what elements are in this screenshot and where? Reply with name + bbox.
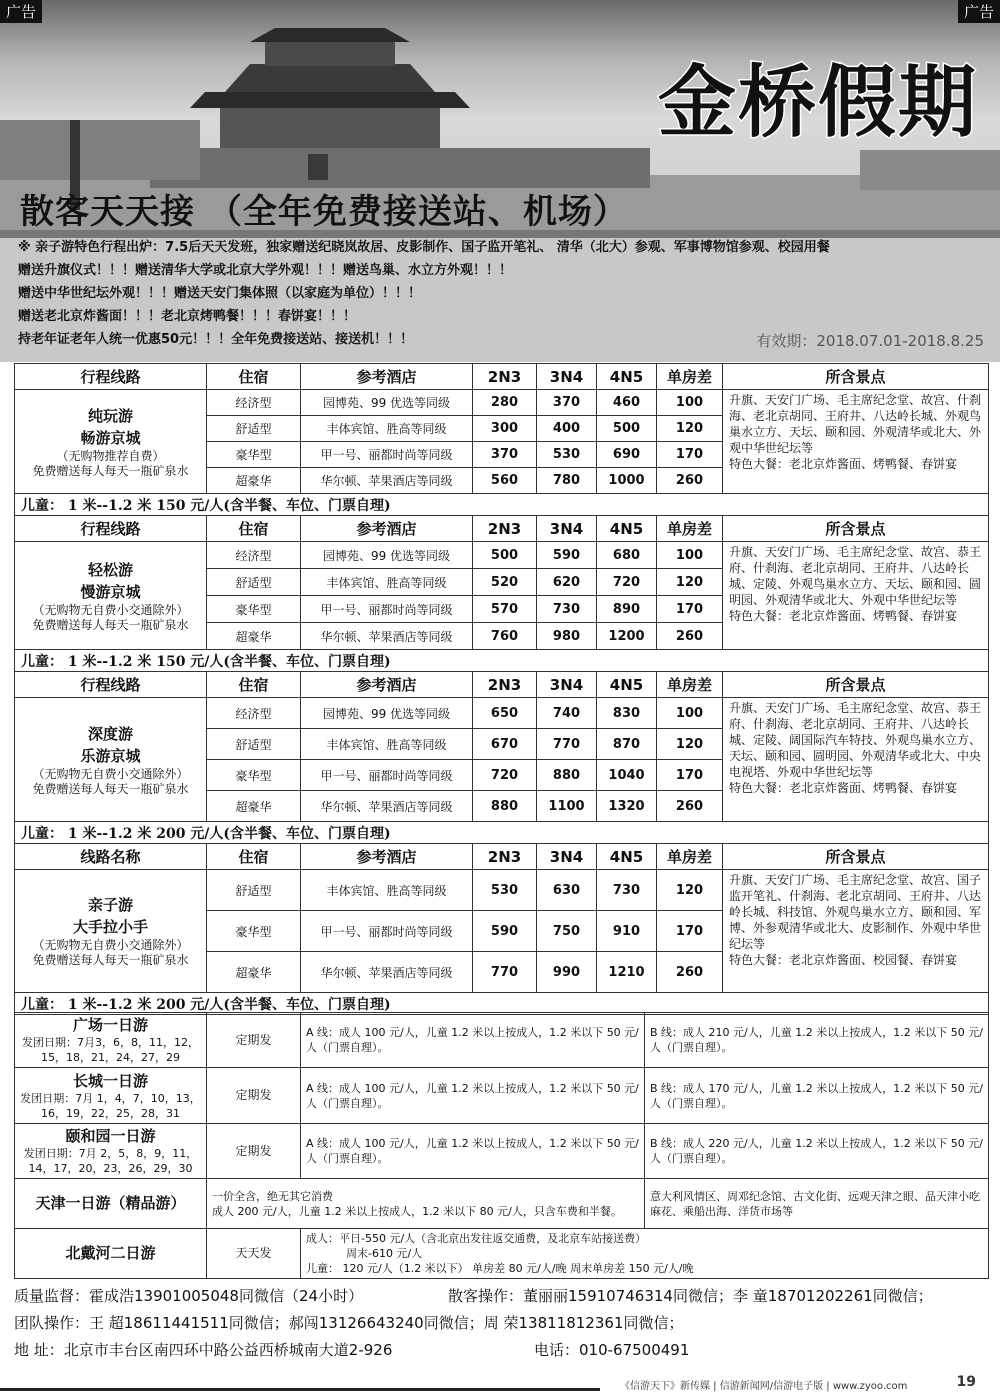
table-row — [15, 390, 989, 416]
group-contact: 团队操作：王 超18611441511同微信；郝闯13126643240同微信；周 荣13811812361同微信； — [14, 1314, 684, 1332]
day-tour-mode: 定期发 — [207, 1068, 301, 1124]
price-2n3: 720 — [473, 760, 537, 791]
table-row — [15, 870, 989, 911]
single-supplement: 170 — [657, 911, 723, 952]
col-single: 单房差 — [657, 844, 723, 870]
price-2n3: 760 — [473, 623, 537, 650]
col-2n3: 2N3 — [473, 844, 537, 870]
special-meal: 特色大餐：老北京炸酱面、烤鸭餐、春饼宴 — [729, 457, 958, 471]
price-4n5: 690 — [597, 442, 657, 468]
footer-source: 《信游天下》新传媒 | 信游新闻网/信游电子版 | www.zyoo.com — [620, 1381, 908, 1392]
day-tour-line-b: B 线：成人 220 元/人，儿童 1.2 米以上按成人，1.2 米以下 50 元/人（门票自理）。 — [645, 1124, 989, 1179]
single-supplement: 120 — [657, 569, 723, 596]
tianjin-desc-line: 一价全含，绝无其它消费 — [212, 1189, 333, 1203]
price-2n3: 500 — [473, 542, 537, 569]
stay-type: 豪华型 — [207, 442, 301, 468]
col-3n4: 3N4 — [537, 844, 597, 870]
price-2n3: 880 — [473, 791, 537, 822]
promo-line: 赠送老北京炸酱面！！！老北京烤鸭餐！！！春饼宴！！！ — [18, 309, 357, 324]
single-supplement: 260 — [657, 791, 723, 822]
phone: 电话：010-67500491 — [534, 1341, 690, 1359]
tianjin-desc — [207, 1179, 645, 1229]
ad-label-left: 广告 — [0, 0, 42, 23]
col-scenic: 所含景点 — [723, 364, 989, 390]
price-2n3: 570 — [473, 596, 537, 623]
single-supplement: 170 — [657, 596, 723, 623]
price-4n5: 460 — [597, 390, 657, 416]
price-3n4: 750 — [537, 911, 597, 952]
table-header-row — [15, 516, 989, 542]
child-price: 儿童： 1 米--1.2 米 200 元/人(含半餐、车位、门票自理) — [15, 993, 989, 1015]
price-3n4: 1100 — [537, 791, 597, 822]
tianjin-scenic: 意大利风情区、周邓纪念馆、古文化街、远观天津之眼、品天津小吃麻花、乘船出海、洋货市场等 — [645, 1179, 989, 1229]
stay-type: 舒适型 — [207, 870, 301, 911]
table-header-row — [15, 364, 989, 390]
day-tour-mode: 定期发 — [207, 1013, 301, 1068]
quality-contact: 质量监督：霍成浩13901005048同微信（24小时） — [14, 1287, 364, 1305]
price-3n4: 400 — [537, 416, 597, 442]
scenic-list: 升旗、天安门广场、毛主席纪念堂、故宫、恭王府、什刹海、老北京胡同、王府井、八达岭长城、定陵、外观鸟巢水立方、天坛、颐和园、圆明园、外观清华或北大、外观中华世纪坛等 — [729, 545, 982, 607]
route-name: 轻松游 — [87, 560, 133, 579]
col-2n3: 2N3 — [473, 364, 537, 390]
child-price: 儿童： 1 米--1.2 米 150 元/人(含半餐、车位、门票自理) — [15, 650, 989, 672]
price-2n3: 520 — [473, 569, 537, 596]
price-4n5: 870 — [597, 729, 657, 760]
price-4n5: 1320 — [597, 791, 657, 822]
scenic-list: 升旗、天安门广场、毛主席纪念堂、故宫、什刹海、老北京胡同、王府井、八达岭长城、外观鸟巢水立方、天坛、颐和园、外观清华或北大、外观中华世纪坛等 — [729, 393, 982, 455]
tianjin-title: 天津一日游（精品游） — [15, 1179, 207, 1229]
price-2n3: 300 — [473, 416, 537, 442]
col-3n4: 3N4 — [537, 672, 597, 698]
col-hotel: 参考酒店 — [301, 844, 473, 870]
stay-type: 超豪华 — [207, 791, 301, 822]
route-cell — [15, 870, 207, 993]
special-meal: 特色大餐：老北京炸酱面、烤鸭餐、春饼宴 — [729, 609, 958, 623]
price-3n4: 730 — [537, 596, 597, 623]
child-price: 儿童： 1 米--1.2 米 200 元/人(含半餐、车位、门票自理) — [15, 822, 989, 844]
day-tour-line-a: A 线：成人 100 元/人，儿童 1.2 米以上按成人，1.2 米以下 50 元/人（门票自理）。 — [301, 1013, 645, 1068]
price-2n3: 650 — [473, 698, 537, 729]
hotel: 华尔顿、苹果酒店等同级 — [301, 623, 473, 650]
route-note: （无购物无自费小交通除外） — [32, 938, 189, 952]
day-tour-line-a: A 线：成人 100 元/人，儿童 1.2 米以上按成人，1.2 米以下 50 元/人（门票自理）。 — [301, 1068, 645, 1124]
day-tour-line-a: A 线：成人 100 元/人，儿童 1.2 米以上按成人，1.2 米以下 50 元/人（门票自理）。 — [301, 1124, 645, 1179]
hotel: 甲一号、丽都时尚等同级 — [301, 596, 473, 623]
day-tour-title: 颐和园一日游 — [65, 1127, 156, 1145]
special-meal: 特色大餐：老北京炸酱面、烤鸭餐、春饼宴 — [729, 781, 958, 795]
day-tour-mode: 定期发 — [207, 1124, 301, 1179]
day-tour-dates: 发团日期：7月3，6，8，11，12，15，18，21，24，27，29 — [22, 1036, 199, 1064]
hotel: 丰体宾馆、胜高等同级 — [301, 416, 473, 442]
scenic-cell — [723, 390, 989, 494]
col-route: 行程线路 — [15, 364, 207, 390]
single-supplement: 170 — [657, 442, 723, 468]
price-3n4: 770 — [537, 729, 597, 760]
route-subname: 畅游京城 — [80, 428, 141, 447]
hotel: 甲一号、丽都时尚等同级 — [301, 442, 473, 468]
price-4n5: 720 — [597, 569, 657, 596]
col-route: 行程线路 — [15, 672, 207, 698]
col-stay: 住宿 — [207, 844, 301, 870]
single-supplement: 120 — [657, 729, 723, 760]
retail-contact: 散客操作：董丽丽15910746314同微信；李 童18701202261同微信； — [448, 1287, 933, 1305]
stay-type: 超豪华 — [207, 468, 301, 494]
single-supplement: 120 — [657, 416, 723, 442]
single-supplement: 100 — [657, 698, 723, 729]
page-footer — [0, 1376, 1000, 1392]
route-name: 深度游 — [87, 724, 133, 743]
promo-line: 赠送升旗仪式！！！赠送清华大学或北京大学外观！！！赠送鸟巢、水立方外观！！！ — [18, 263, 513, 278]
hotel: 丰体宾馆、胜高等同级 — [301, 729, 473, 760]
beidaihe-row — [15, 1229, 989, 1279]
validity: 有效期：2018.07.01-2018.8.25 — [756, 332, 984, 350]
stay-type: 豪华型 — [207, 760, 301, 791]
day-tour-line-b: B 线：成人 170 元/人，儿童 1.2 米以上按成人，1.2 米以下 50 元/人（门票自理）。 — [645, 1068, 989, 1124]
route-cell — [15, 390, 207, 494]
promo-line: 赠送中华世纪坛外观！！！赠送天安门集体照（以家庭为单位）！！！ — [18, 286, 422, 301]
price-2n3: 590 — [473, 911, 537, 952]
hotel: 甲一号、丽都时尚等同级 — [301, 911, 473, 952]
day-tour-dates: 发团日期：7月 1，4，7，10，13，16，19，22，25，28，31 — [20, 1091, 201, 1120]
price-3n4: 740 — [537, 698, 597, 729]
price-4n5: 500 — [597, 416, 657, 442]
price-table — [14, 363, 989, 1015]
hotel: 华尔顿、苹果酒店等同级 — [301, 952, 473, 993]
stay-type: 舒适型 — [207, 569, 301, 596]
price-3n4: 990 — [537, 952, 597, 993]
beidaihe-line: 周末-610 元/人 — [346, 1247, 423, 1260]
single-supplement: 260 — [657, 623, 723, 650]
price-4n5: 830 — [597, 698, 657, 729]
day-tour-dates: 发团日期：7月 2，5，8，9，11，14，17，20，23，26，29，30 — [23, 1147, 198, 1175]
price-4n5: 1040 — [597, 760, 657, 791]
day-tour-table — [14, 1012, 989, 1279]
route-gift: 免费赠送每人每天一瓶矿泉水 — [32, 463, 189, 478]
price-3n4: 620 — [537, 569, 597, 596]
price-2n3: 670 — [473, 729, 537, 760]
col-4n5: 4N5 — [597, 672, 657, 698]
table-row — [15, 542, 989, 569]
stay-type: 经济型 — [207, 698, 301, 729]
col-4n5: 4N5 — [597, 516, 657, 542]
table-header-row — [15, 844, 989, 870]
child-price-row — [15, 650, 989, 672]
special-meal: 特色大餐：老北京炸酱面、校园餐、春饼宴 — [729, 953, 958, 967]
price-3n4: 590 — [537, 542, 597, 569]
col-scenic: 所含景点 — [723, 516, 989, 542]
hotel: 甲一号、丽都时尚等同级 — [301, 760, 473, 791]
day-tour-title: 广场一日游 — [72, 1016, 148, 1034]
col-2n3: 2N3 — [473, 516, 537, 542]
col-hotel: 参考酒店 — [301, 516, 473, 542]
col-2n3: 2N3 — [473, 672, 537, 698]
price-3n4: 980 — [537, 623, 597, 650]
route-cell — [15, 542, 207, 650]
stay-type: 经济型 — [207, 542, 301, 569]
price-3n4: 780 — [537, 468, 597, 494]
beidaihe-desc — [301, 1229, 989, 1279]
price-4n5: 1000 — [597, 468, 657, 494]
day-tour-title: 长城一日游 — [72, 1071, 148, 1090]
stay-type: 超豪华 — [207, 952, 301, 993]
price-3n4: 630 — [537, 870, 597, 911]
col-3n4: 3N4 — [537, 364, 597, 390]
contact-section — [14, 1283, 990, 1364]
scenic-cell — [723, 698, 989, 822]
single-supplement: 100 — [657, 542, 723, 569]
child-price: 儿童： 1 米--1.2 米 150 元/人(含半餐、车位、门票自理) — [15, 494, 989, 516]
footer-bar — [0, 1388, 600, 1391]
route-note: （无购物无自费小交通除外） — [32, 766, 189, 781]
col-stay: 住宿 — [207, 672, 301, 698]
price-2n3: 370 — [473, 442, 537, 468]
col-scenic: 所含景点 — [723, 672, 989, 698]
promo-line: 持老年证老年人统一优惠50元！！！全年免费接送站、接送机！！！ — [18, 332, 414, 347]
col-route: 行程线路 — [15, 516, 207, 542]
tianjin-row — [15, 1179, 989, 1229]
hotel: 园博苑、99 优选等同级 — [301, 542, 473, 569]
ad-label-right: 广告 — [958, 0, 1000, 23]
table-row — [15, 698, 989, 729]
col-3n4: 3N4 — [537, 516, 597, 542]
col-route: 线路名称 — [15, 844, 207, 870]
price-4n5: 890 — [597, 596, 657, 623]
day-tour-line-b: B 线：成人 210 元/人，儿童 1.2 米以上按成人，1.2 米以下 50 元/人（门票自理）。 — [645, 1013, 989, 1068]
single-supplement: 260 — [657, 952, 723, 993]
price-2n3: 560 — [473, 468, 537, 494]
col-4n5: 4N5 — [597, 364, 657, 390]
price-3n4: 370 — [537, 390, 597, 416]
col-hotel: 参考酒店 — [301, 672, 473, 698]
promo-line: ※ 亲子游特色行程出炉：7.5后天天发班，独家赠送纪晓岚故居、皮影制作、国子监开笔礼、 清华（北大）参观、军事博物馆参观、校园用餐 — [18, 240, 830, 255]
price-2n3: 530 — [473, 870, 537, 911]
route-gift: 免费赠送每人每天一瓶矿泉水 — [32, 781, 189, 796]
single-supplement: 120 — [657, 870, 723, 911]
child-price-row — [15, 494, 989, 516]
route-subname: 乐游京城 — [80, 746, 141, 765]
brand-logo: 金桥假期 — [657, 58, 978, 148]
route-note: （无购物推荐自费） — [56, 448, 165, 463]
route-note: （无购物无自费小交通除外） — [32, 602, 189, 617]
stay-type: 经济型 — [207, 390, 301, 416]
hotel: 丰体宾馆、胜高等同级 — [301, 870, 473, 911]
col-4n5: 4N5 — [597, 844, 657, 870]
hotel: 园博苑、99 优选等同级 — [301, 390, 473, 416]
route-subname: 慢游京城 — [80, 582, 141, 601]
col-scenic: 所含景点 — [723, 844, 989, 870]
hotel: 华尔顿、苹果酒店等同级 — [301, 468, 473, 494]
child-price-row — [15, 822, 989, 844]
col-single: 单房差 — [657, 364, 723, 390]
scenic-cell — [723, 870, 989, 993]
table-header-row — [15, 672, 989, 698]
price-4n5: 730 — [597, 870, 657, 911]
route-gift: 免费赠送每人每天一瓶矿泉水 — [32, 953, 189, 967]
hotel: 华尔顿、苹果酒店等同级 — [301, 791, 473, 822]
scenic-list: 升旗、天安门广场、毛主席纪念堂、故宫、恭王府、什刹海、老北京胡同、王府井、八达岭长城、定陵、阔国际汽车特技、外观鸟巢水立方、天坛、颐和园、圆明园、外观清华或北大、中央电视塔、外观中华世纪坛等 — [729, 701, 982, 779]
hero-banner — [0, 0, 1000, 362]
stay-type: 舒适型 — [207, 729, 301, 760]
route-cell — [15, 698, 207, 822]
beidaihe-line: 成人：平日-550 元/人（含北京出发往返交通费，及北京车站接送费） — [306, 1232, 647, 1245]
single-supplement: 100 — [657, 390, 723, 416]
price-3n4: 530 — [537, 442, 597, 468]
single-supplement: 170 — [657, 760, 723, 791]
scenic-list: 升旗、天安门广场、毛主席纪念堂、故宫、国子监开笔礼、什刹海、老北京胡同、王府井、八达岭长城、科技馆、外观鸟巢水立方、颐和园、军博、外参观清华或北大、皮影制作、外观中华世纪坛等 — [729, 873, 982, 951]
day-tour-row — [15, 1013, 989, 1068]
beidaihe-title: 北戴河二日游 — [15, 1229, 207, 1279]
address: 地 址：北京市丰台区南四环中路公益西桥城南大道2-926 — [14, 1341, 393, 1359]
tianjin-desc-line: 成人 200 元/人，儿童 1.2 米以上按成人，1.2 米以下 80 元/人，只含车费和半餐。 — [212, 1204, 622, 1218]
page-number: 19 — [956, 1374, 976, 1390]
single-supplement: 260 — [657, 468, 723, 494]
stay-type: 豪华型 — [207, 596, 301, 623]
price-4n5: 910 — [597, 911, 657, 952]
hotel: 丰体宾馆、胜高等同级 — [301, 569, 473, 596]
col-single: 单房差 — [657, 516, 723, 542]
route-name: 亲子游 — [87, 896, 133, 914]
headline: 散客天天接 （全年免费接送站、机场） — [20, 192, 628, 232]
stay-type: 舒适型 — [207, 416, 301, 442]
day-tour-row — [15, 1124, 989, 1179]
price-4n5: 1210 — [597, 952, 657, 993]
stay-type: 豪华型 — [207, 911, 301, 952]
price-2n3: 280 — [473, 390, 537, 416]
route-gift: 免费赠送每人每天一瓶矿泉水 — [32, 617, 189, 632]
route-subname: 大手拉小手 — [72, 918, 148, 936]
beidaihe-mode: 天天发 — [207, 1229, 301, 1279]
col-stay: 住宿 — [207, 364, 301, 390]
col-hotel: 参考酒店 — [301, 364, 473, 390]
col-single: 单房差 — [657, 672, 723, 698]
route-name: 纯玩游 — [87, 406, 133, 425]
scenic-cell — [723, 542, 989, 650]
col-stay: 住宿 — [207, 516, 301, 542]
price-4n5: 680 — [597, 542, 657, 569]
stay-type: 超豪华 — [207, 623, 301, 650]
beidaihe-line: 儿童： 120 元/人（1.2 米以下） 单房差 80 元/人/晚 周末单房差 150 元/人/晚 — [306, 1262, 694, 1275]
hotel: 园博苑、99 优选等同级 — [301, 698, 473, 729]
day-tour-row — [15, 1068, 989, 1124]
price-4n5: 1200 — [597, 623, 657, 650]
price-3n4: 880 — [537, 760, 597, 791]
price-2n3: 770 — [473, 952, 537, 993]
